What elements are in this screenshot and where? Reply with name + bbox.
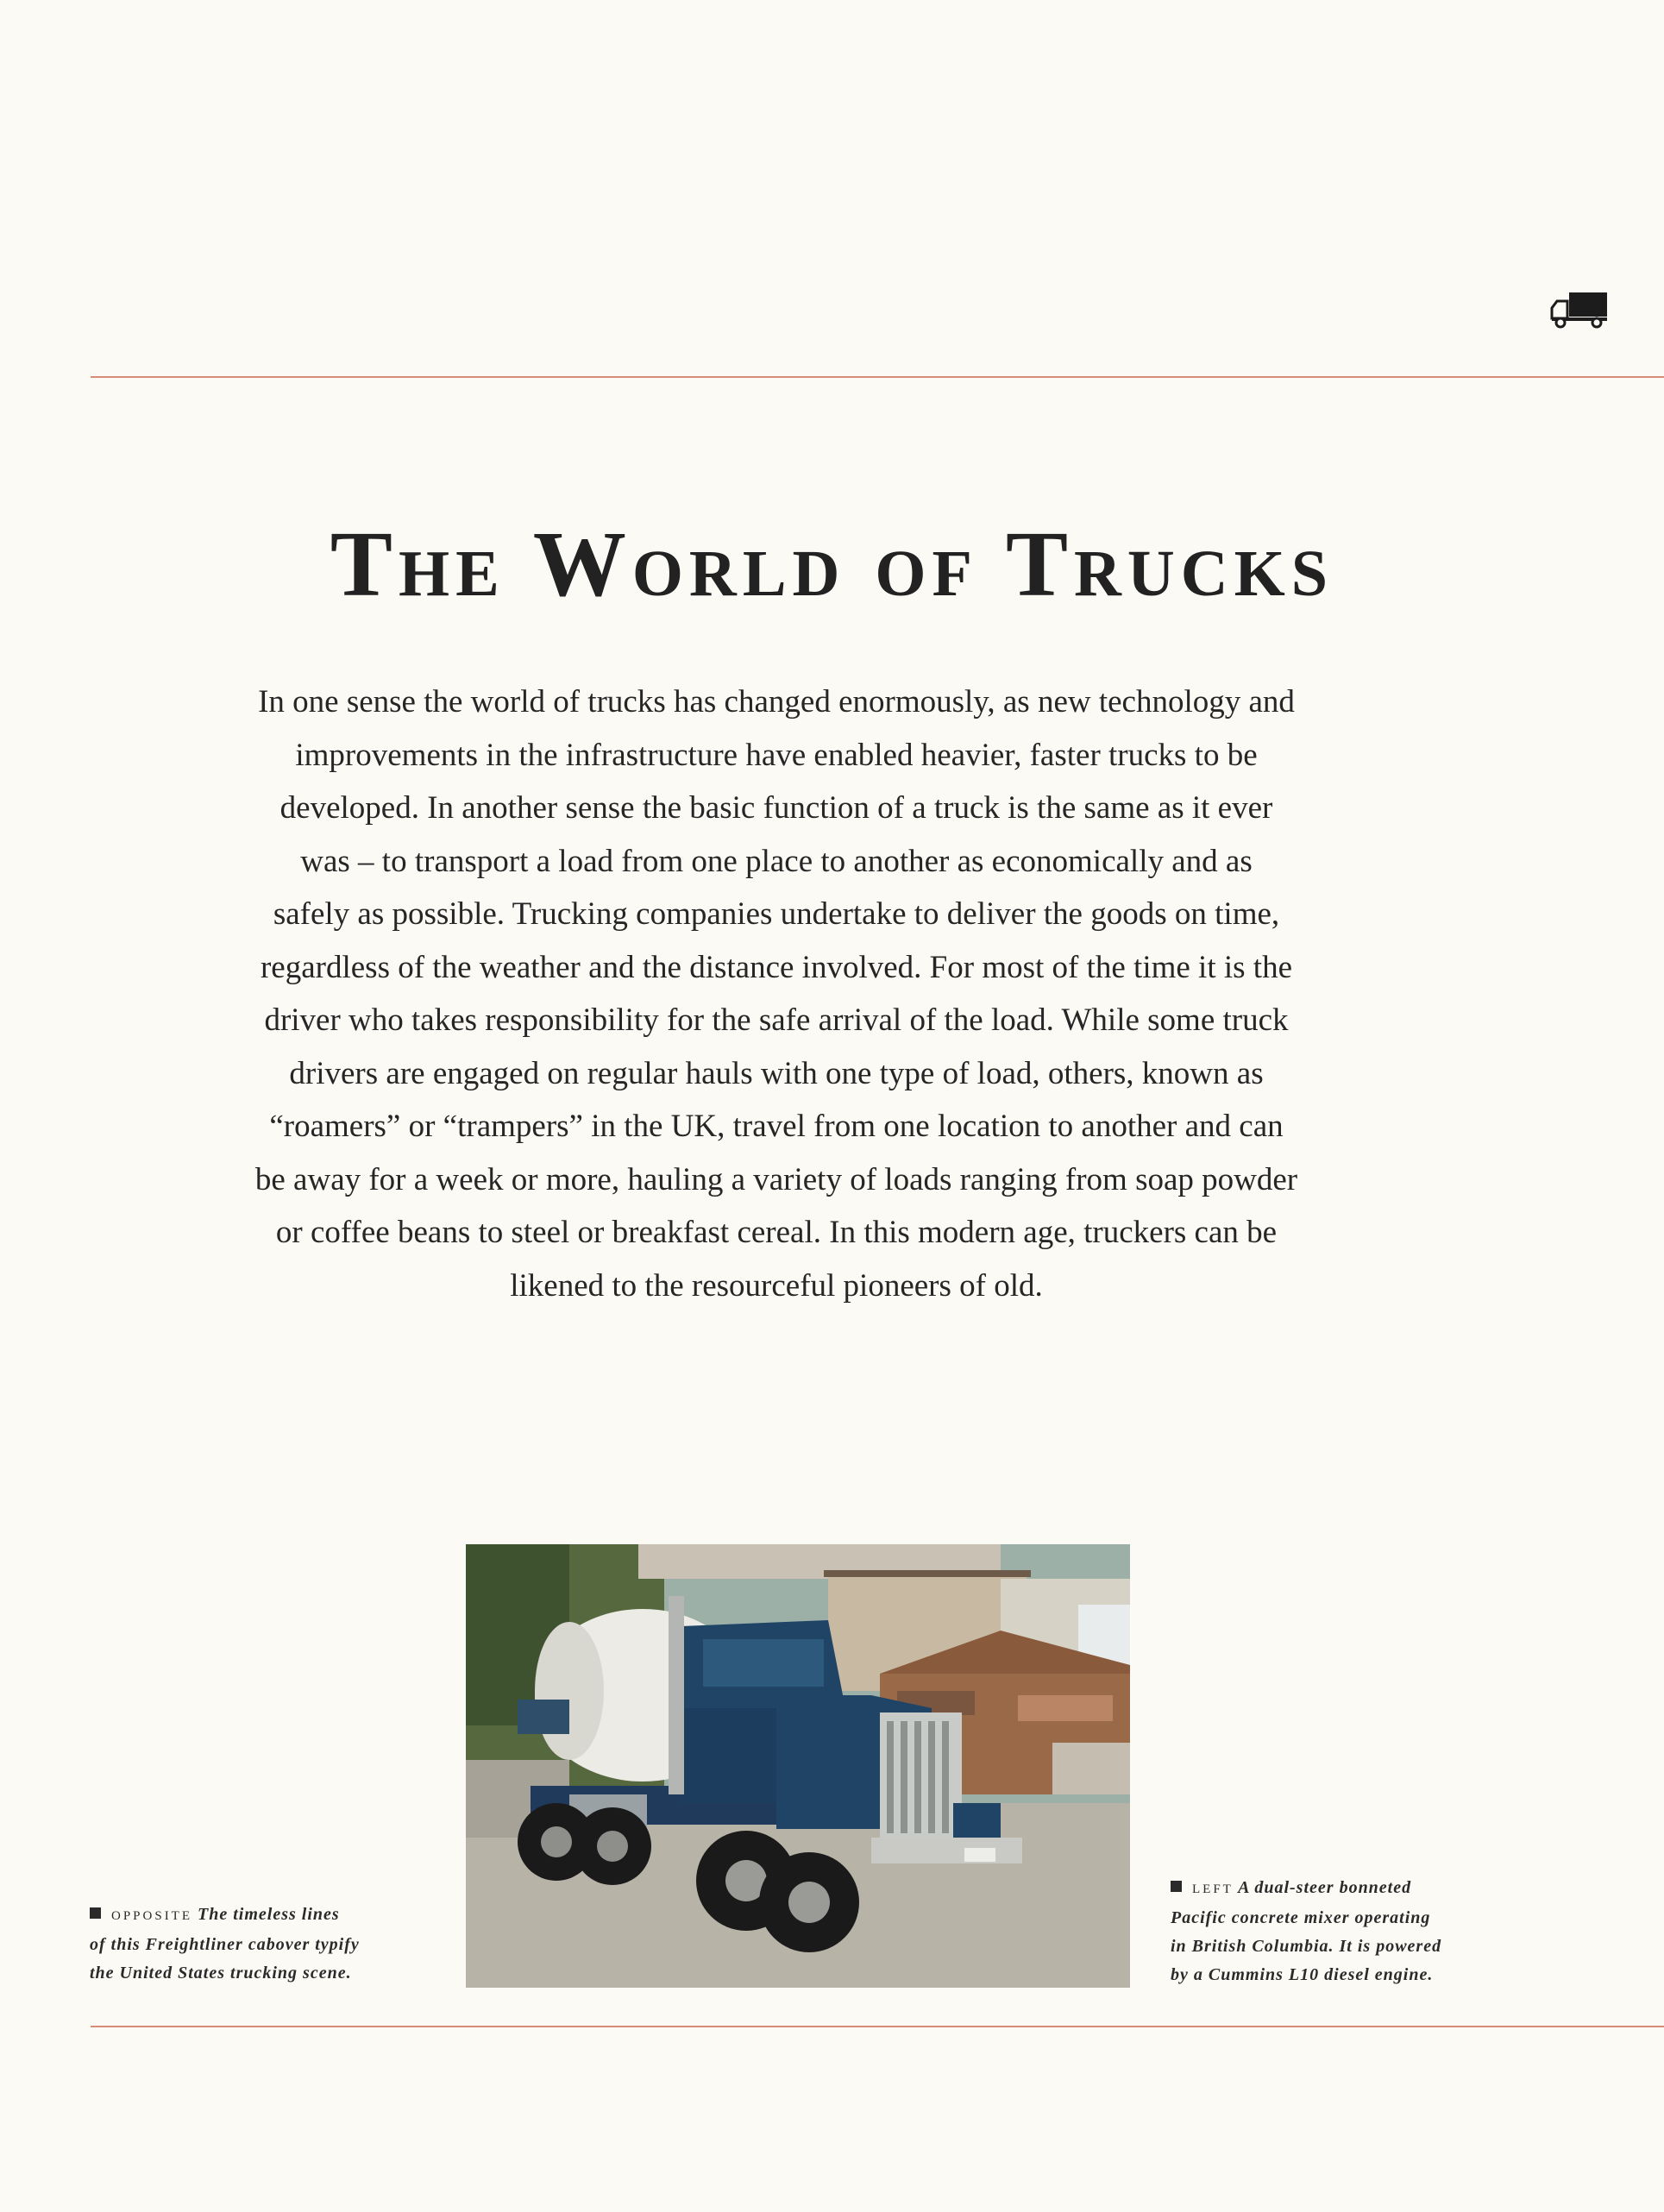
- intro-line: be away for a week or more, hauling a variety of loads ranging from soap powder: [254, 1161, 1298, 1197]
- concrete-mixer-photo: [466, 1544, 1130, 1988]
- truck-icon: [1550, 291, 1609, 329]
- intro-line: regardless of the weather and the distance involved. For most of the time it is the: [260, 949, 1292, 985]
- caption-text: in British Columbia. It is powered: [1171, 1937, 1442, 1956]
- caption-lead: LEFT: [1192, 1882, 1234, 1896]
- caption-lead: OPPOSITE: [111, 1909, 193, 1923]
- caption-left: [1171, 1874, 1441, 1989]
- caption-text: by a Cummins L10 diesel engine.: [1171, 1965, 1434, 1984]
- intro-paragraph: [203, 676, 1350, 1312]
- intro-line: “roamers” or “trampers” in the UK, travel from one location to another and can: [269, 1109, 1284, 1144]
- intro-line: drivers are engaged on regular hauls with one type of load, others, known as: [289, 1055, 1264, 1091]
- top-divider: [91, 376, 1664, 378]
- intro-line: likened to the resourceful pioneers of old.: [510, 1267, 1043, 1304]
- intro-line: safely as possible. Trucking companies undertake to deliver the goods on time,: [273, 896, 1280, 932]
- square-bullet-icon: [90, 1907, 101, 1919]
- intro-line: developed. In another sense the basic function of a truck is the same as it ever: [279, 790, 1273, 826]
- intro-line: In one sense the world of trucks has changed enormously, as new technology and: [258, 684, 1295, 720]
- intro-line: was – to transport a load from one place to another as economically and as: [300, 843, 1253, 879]
- bottom-divider: [91, 2026, 1664, 2027]
- square-bullet-icon: [1171, 1881, 1182, 1892]
- caption-text: Pacific concrete mixer operating: [1171, 1908, 1431, 1927]
- caption-text: of this Freightliner cabover typify: [90, 1935, 360, 1954]
- intro-line: or coffee beans to steel or breakfast cereal. In this modern age, truckers can be: [275, 1215, 1278, 1250]
- intro-line: improvements in the infrastructure have enabled heavier, faster trucks to be: [295, 737, 1258, 773]
- page-title: The World of Trucks: [330, 513, 1334, 616]
- caption-opposite: [90, 1901, 360, 1988]
- caption-text: the United States trucking scene.: [90, 1964, 352, 1983]
- caption-text: The timeless lines: [198, 1905, 340, 1924]
- intro-line: driver who takes responsibility for the safe arrival of the load. While some truck: [264, 1002, 1289, 1038]
- caption-text: A dual-steer bonneted: [1238, 1878, 1412, 1897]
